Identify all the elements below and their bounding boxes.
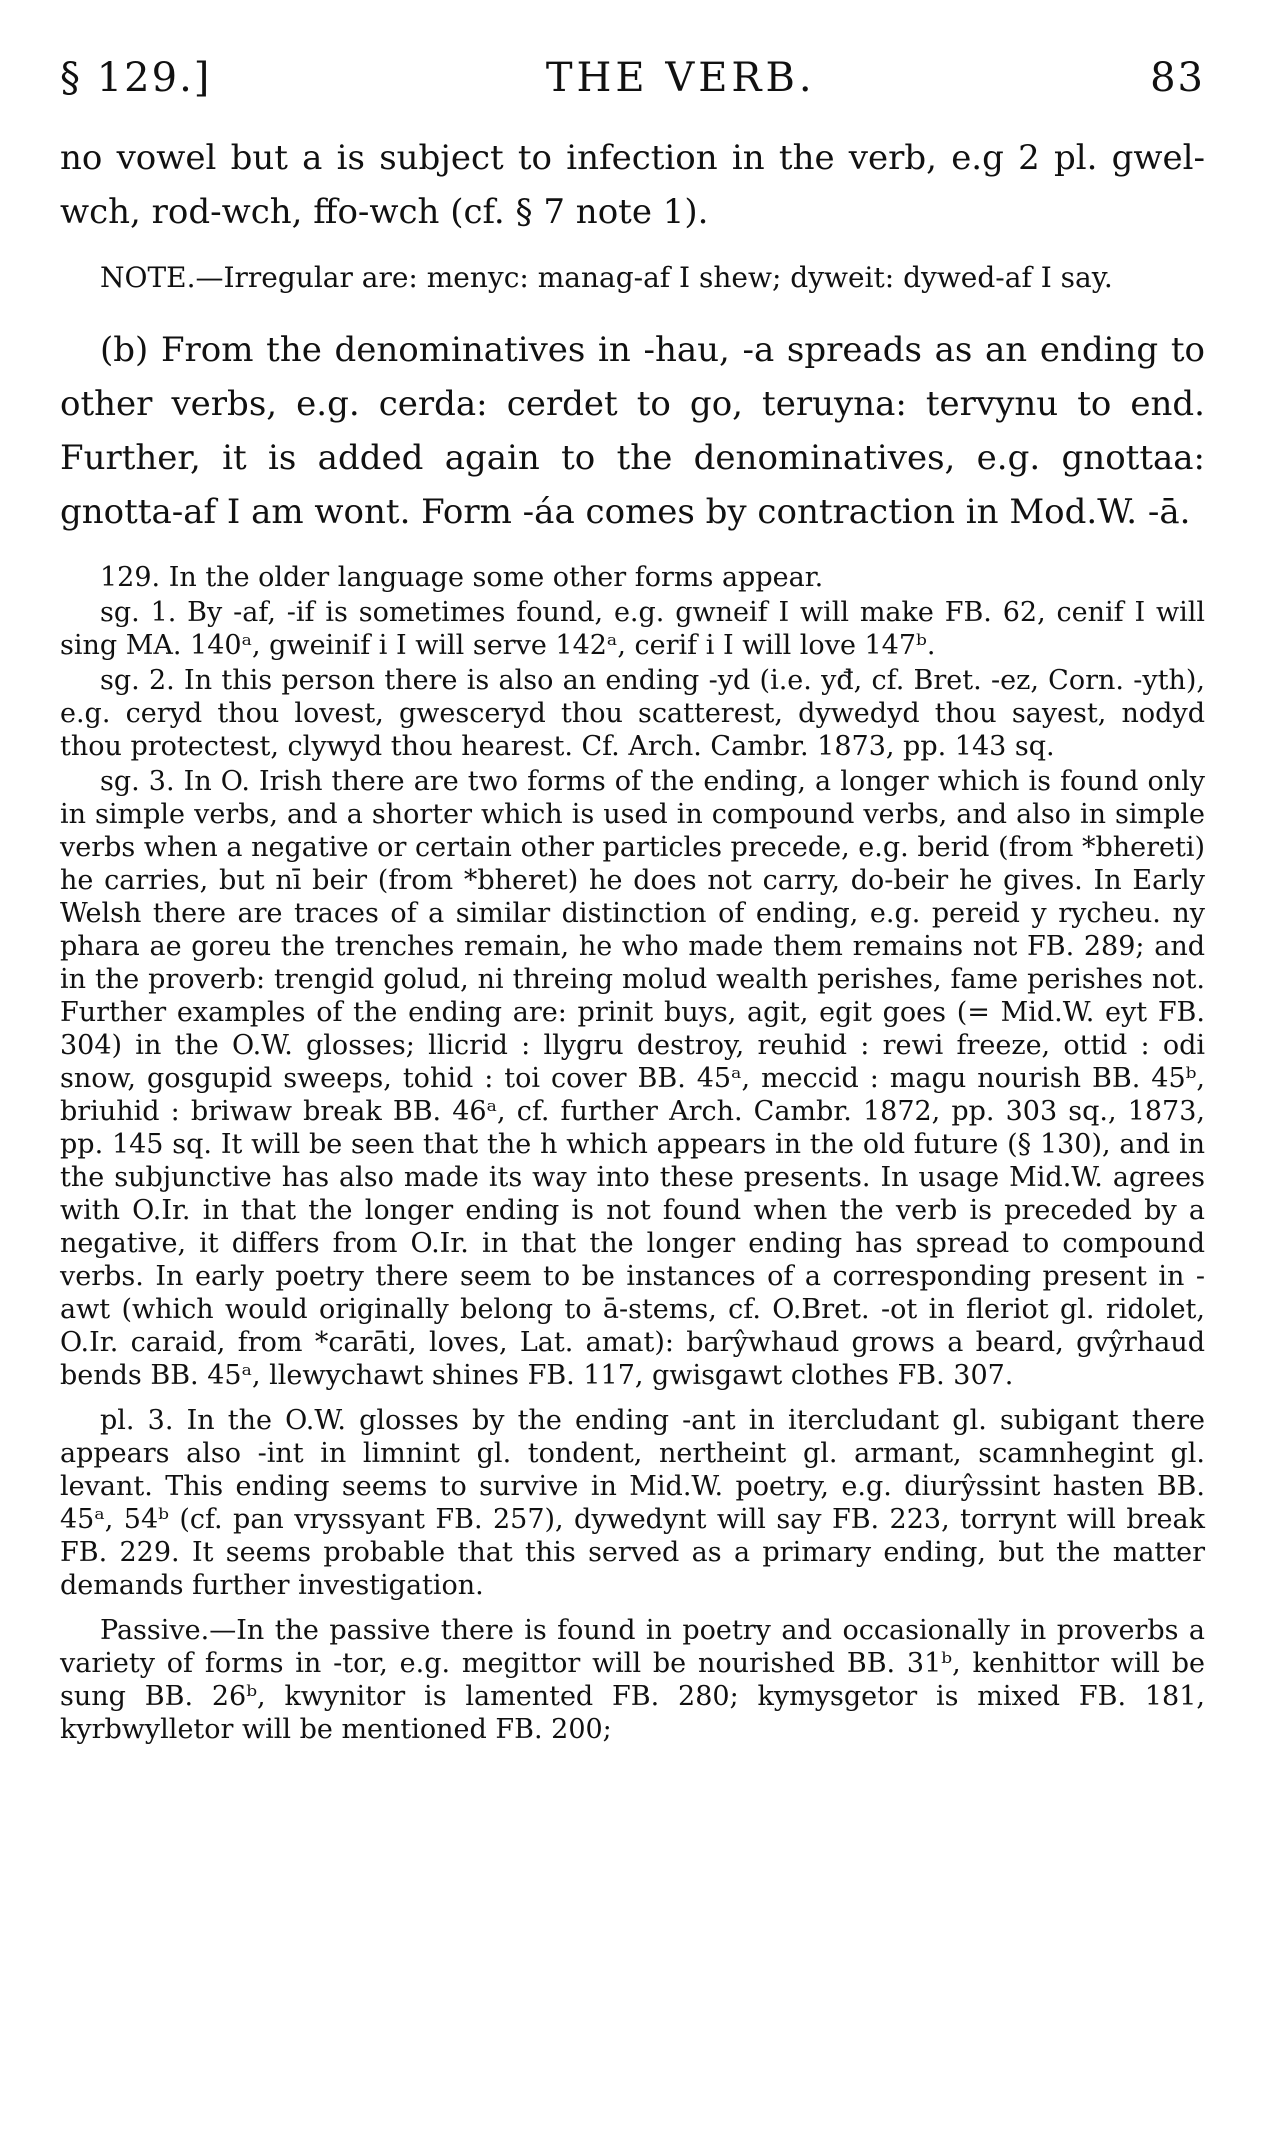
sg3-paragraph: sg. 3. In O. Irish there are two forms of the ending, a longer which is found only in simple verbs, and a shorter which is used in compound verbs, and also in simple verbs when a negative or certain other particles precede, e.g. berid (from *bhereti) he carries, but nī beir (from *bheret) he does not carry, do-beir he gives. In Early Welsh there are traces of a similar distinction of ending, e.g. pereid y rycheu. ny phara ae goreu the trenches remain, he who made them remains not FB. 289; and in the proverb: trengid golud, ni threing molud wealth perishes, fame perishes not. Further examples of the ending are: prinit buys, agit, egit goes (= Mid.W. eyt FB. 304) in the O.W. glosses; llicrid : llygru destroy, reuhid : rewi freeze, ottid : odi snow, gosgupid sweeps, tohid : toi cover BB. 45ᵃ, meccid : magu nourish BB. 45ᵇ, briuhid : briwaw break BB. 46ᵃ, cf. further Arch. Cambr. 1872, pp. 303 sq., 1873, pp. 145 sq. It will be seen that the h which appears in the old future (§ 130), and in the subjunctive has also made its way into these presents. In usage Mid.W. agrees with O.Ir. in that the longer ending is not found when the verb is preceded by a negative, it differs from O.Ir. in that the longer ending has spread to compound verbs. In early poetry there seem to be instances of a corresponding present in -awt (which would originally belong to ā-stems, cf. O.Bret. -ot in fleriot gl. ridolet, O.Ir. caraid, from *carāti, loves, Lat. amat): barŷwhaud grows a beard, gvŷrhaud bends BB. 45ᵃ, llewychawt shines FB. 117, gwisgawt clothes FB. 307.	[60, 766, 1205, 1391]
book-page	[60, 55, 1205, 1746]
paragraph-vowel-infection: no vowel but a is subject to infection in the verb, e.g 2 pl. gwel-wch, rod-wch, ffo-wch (cf. § 7 note 1).	[60, 138, 1205, 232]
sg1-paragraph: sg. 1. By -af, -if is sometimes found, e.g. gwneif I will make FB. 62, cenif I will sing MA. 140ᵃ, gweinif i I will serve 142ᵃ, cerif i I will love 147ᵇ.	[60, 597, 1205, 661]
section-129-intro: 129. In the older language some other forms appear.	[100, 562, 824, 593]
page-number: 83	[1150, 55, 1205, 101]
page-title: THE VERB.	[545, 55, 816, 101]
sg2-paragraph: sg. 2. In this person there is also an ending -yd (i.e. yđ, cf. Bret. -ez, Corn. -yth), e.g. ceryd thou lovest, gwesceryd thou scatterest, dywedyd thou sayest, nodyd thou protectest, clywyd thou hearest. Cf. Arch. Cambr. 1873, pp. 143 sq.	[60, 665, 1205, 762]
section-reference: § 129.]	[60, 55, 212, 101]
passive-paragraph: Passive.—In the passive there is found in poetry and occasionally in proverbs a variety of forms in -tor, e.g. megittor will be nourished BB. 31ᵇ, kenhittor will be sung BB. 26ᵇ, kwynitor is lamented FB. 280; kymysgetor is mixed FB. 181, kyrbwylletor will be mentioned FB. 200;	[60, 1615, 1205, 1745]
paragraph-b-denominatives: (b) From the denominatives in -hau, -a spreads as an ending to other verbs, e.g. cerda: cerdet to go, teruyna: tervynu to end. Further, it is added again to the denominatives, e.g. gnottaa: gnotta-af I am wont. Form -áa comes by contraction in Mod.W. -ā.	[60, 330, 1205, 532]
pl3-paragraph: pl. 3. In the O.W. glosses by the ending -ant in itercludant gl. subigant there appears also -int in limnint gl. tondent, nertheint gl. armant, scamnhegint gl. levant. This ending seems to survive in Mid.W. poetry, e.g. diurŷssint hasten BB. 45ᵃ, 54ᵇ (cf. pan vryssyant FB. 257), dywedynt will say FB. 223, torrynt will break FB. 229. It seems probable that this served as a primary ending, but the matter demands further investigation.	[60, 1405, 1205, 1601]
running-header	[60, 55, 1205, 101]
note-irregular: NOTE.—Irregular are: menyc: manag-af I shew; dyweit: dywed-af I say.	[100, 261, 1113, 294]
